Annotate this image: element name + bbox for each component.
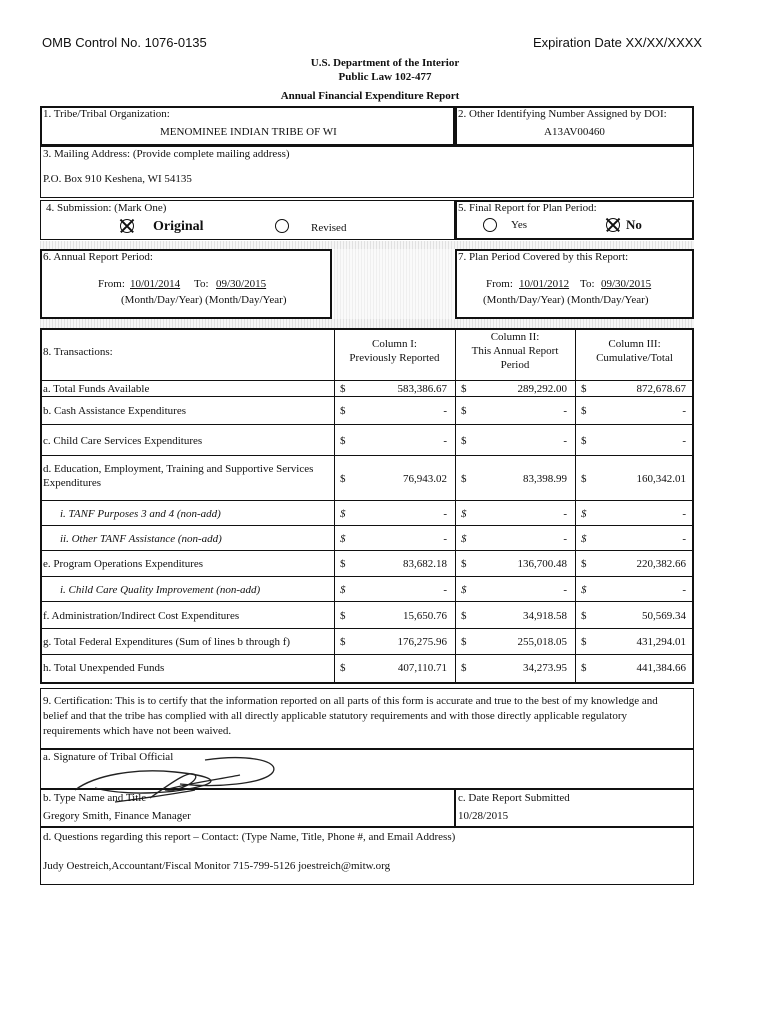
table-frame: [40, 328, 694, 684]
revised-label: Revised: [311, 222, 347, 234]
annual-period-from-label: From:: [98, 278, 125, 290]
column-1-header: Previously Reported: [349, 352, 440, 364]
currency-symbol: $: [340, 662, 346, 674]
currency-symbol: $: [461, 583, 467, 596]
contact-value[interactable]: Judy Oestreich,Accountant/Fiscal Monitor 715-799-5126 joestreich@mitw.org: [43, 860, 391, 872]
column-divider: [334, 328, 335, 684]
column-1-value[interactable]: 176,275.96: [397, 636, 447, 648]
column-2-value[interactable]: -: [563, 507, 567, 520]
currency-symbol: $: [581, 558, 587, 570]
currency-symbol: $: [581, 472, 587, 485]
row-divider: [40, 424, 694, 425]
plan-period-label: 7. Plan Period Covered by this Report:: [458, 251, 629, 263]
expiration-date: Expiration Date XX/XX/XXXX: [533, 35, 703, 50]
row-divider: [40, 550, 694, 551]
public-law: Public Law 102-477: [338, 71, 432, 83]
type-name-label: b. Type Name and Title: [43, 792, 147, 804]
column-3-value[interactable]: 431,294.01: [636, 636, 686, 648]
tribe-value[interactable]: MENOMINEE INDIAN TRIBE OF WI: [160, 126, 337, 138]
column-2-header: This Annual Report: [471, 345, 559, 357]
scan-noise-band: [334, 249, 454, 319]
omb-control-number: OMB Control No. 1076-0135: [42, 35, 207, 50]
annual-period-format: (Month/Day/Year) (Month/Day/Year): [121, 294, 287, 306]
submission-label: 4. Submission: (Mark One): [46, 202, 167, 214]
row-divider: [40, 654, 694, 655]
currency-symbol: $: [340, 472, 346, 485]
revised-radio[interactable]: [275, 219, 289, 233]
table-row-label: e. Program Operations Expenditures: [43, 558, 204, 570]
annual-period-to-label: To:: [194, 278, 209, 290]
certification-line-3: requirements which have not been waived.: [43, 725, 232, 737]
currency-symbol: $: [581, 405, 587, 417]
final-report-label: 5. Final Report for Plan Period:: [458, 202, 597, 214]
scan-noise-band: [40, 241, 694, 249]
no-label: No: [626, 217, 642, 232]
currency-symbol: $: [340, 434, 346, 447]
column-3-value[interactable]: -: [682, 532, 686, 545]
plan-period-to-date[interactable]: 09/30/2015: [601, 278, 652, 290]
plan-period-from-date[interactable]: 10/01/2012: [519, 278, 570, 290]
currency-symbol: $: [340, 507, 346, 520]
original-radio[interactable]: [120, 219, 134, 233]
doi-number-value[interactable]: A13AV00460: [544, 126, 605, 138]
scan-noise-band: [40, 319, 694, 328]
table-row-label: Expenditures: [43, 477, 102, 489]
original-label: Original: [153, 219, 204, 234]
row-divider: [40, 380, 694, 381]
type-name-value[interactable]: Gregory Smith, Finance Manager: [43, 810, 191, 822]
currency-symbol: $: [340, 636, 346, 648]
column-3-value[interactable]: -: [682, 583, 686, 596]
row-divider: [40, 628, 694, 629]
yes-label: Yes: [511, 219, 528, 231]
doi-number-label: 2. Other Identifying Number Assigned by DOI:: [458, 108, 667, 120]
column-3-value[interactable]: 441,384.66: [636, 662, 686, 674]
plan-period-from-label: From:: [486, 278, 513, 290]
column-1-value[interactable]: 76,943.02: [403, 472, 447, 485]
column-1-value[interactable]: -: [443, 507, 447, 520]
row-divider: [40, 396, 694, 397]
currency-symbol: $: [581, 662, 587, 674]
date-submitted-label: c. Date Report Submitted: [458, 792, 570, 804]
row-divider: [40, 601, 694, 602]
table-row-label: g. Total Federal Expenditures (Sum of lines b through f): [43, 636, 291, 648]
report-title: Annual Financial Expenditure Report: [280, 90, 460, 102]
certification-line-1: 9. Certification: This is to certify that the information reported on all parts of this form is accurate and true to the best of my knowledge and: [43, 695, 658, 707]
table-row-label: b. Cash Assistance Expenditures: [43, 405, 186, 417]
currency-symbol: $: [581, 609, 587, 622]
plan-period-to-label: To:: [580, 278, 595, 290]
column-1-value[interactable]: -: [443, 405, 447, 417]
column-3-header: Column III:: [608, 338, 661, 350]
transactions-header: 8. Transactions:: [43, 346, 113, 358]
currency-symbol: $: [461, 434, 467, 447]
currency-symbol: $: [581, 383, 587, 395]
column-3-value[interactable]: 872,678.67: [636, 383, 686, 395]
row-divider: [40, 500, 694, 501]
column-1-value[interactable]: -: [443, 532, 447, 545]
column-3-header: Cumulative/Total: [596, 352, 673, 364]
currency-symbol: $: [581, 532, 587, 545]
currency-symbol: $: [340, 609, 346, 622]
row-divider: [40, 455, 694, 456]
currency-symbol: $: [340, 558, 346, 570]
currency-symbol: $: [581, 583, 587, 596]
column-2-value[interactable]: 136,700.48: [517, 558, 567, 570]
column-2-value[interactable]: -: [563, 583, 567, 596]
currency-symbol: $: [461, 636, 467, 648]
currency-symbol: $: [461, 383, 467, 395]
table-row-label: i. Child Care Quality Improvement (non-add): [60, 583, 261, 596]
column-3-value[interactable]: -: [682, 507, 686, 520]
currency-symbol: $: [581, 636, 587, 648]
currency-symbol: $: [461, 532, 467, 545]
column-2-value[interactable]: -: [563, 405, 567, 417]
annual-period-to-date[interactable]: 09/30/2015: [216, 278, 267, 290]
column-2-value[interactable]: 34,918.58: [523, 609, 567, 622]
column-3-value[interactable]: -: [682, 434, 686, 447]
table-row-label: a. Total Funds Available: [43, 383, 150, 395]
column-1-value[interactable]: -: [443, 434, 447, 447]
column-2-header: Column II:: [490, 331, 540, 343]
column-2-value[interactable]: -: [563, 434, 567, 447]
table-row-label: d. Education, Employment, Training and Supportive Services: [43, 463, 314, 475]
column-3-value[interactable]: 160,342.01: [636, 472, 686, 485]
column-2-value[interactable]: -: [563, 532, 567, 545]
table-row-label: f. Administration/Indirect Cost Expenditures: [43, 609, 240, 622]
currency-symbol: $: [340, 532, 346, 545]
plan-period-format: (Month/Day/Year) (Month/Day/Year): [483, 294, 649, 306]
column-1-value[interactable]: -: [443, 583, 447, 596]
table-row-label: h. Total Unexpended Funds: [43, 662, 165, 674]
column-divider: [575, 328, 576, 684]
column-1-value[interactable]: 15,650.76: [403, 609, 447, 622]
row-divider: [40, 576, 694, 577]
column-2-value[interactable]: 289,292.00: [517, 383, 567, 395]
table-row-label: i. TANF Purposes 3 and 4 (non-add): [60, 507, 221, 520]
column-3-value[interactable]: 220,382.66: [636, 558, 686, 570]
no-radio[interactable]: [606, 218, 620, 232]
table-row-label: c. Child Care Services Expenditures: [43, 434, 203, 447]
currency-symbol: $: [340, 383, 346, 395]
currency-symbol: $: [340, 405, 346, 417]
currency-symbol: $: [340, 583, 346, 596]
currency-symbol: $: [461, 609, 467, 622]
certification-line-2: belief and that the tribe has complied with all directly applicable statutory requirements and with those directly applicable regulatory: [43, 710, 628, 722]
column-1-value[interactable]: 83,682.18: [403, 558, 447, 570]
column-1-value[interactable]: 583,386.67: [397, 383, 447, 395]
column-2-value[interactable]: 255,018.05: [517, 636, 567, 648]
currency-symbol: $: [461, 507, 467, 520]
yes-radio[interactable]: [483, 218, 497, 232]
table-row-label: ii. Other TANF Assistance (non-add): [60, 532, 222, 545]
currency-symbol: $: [461, 558, 467, 570]
column-2-value[interactable]: 34,273.95: [523, 662, 567, 674]
tribe-label: 1. Tribe/Tribal Organization:: [43, 108, 170, 120]
currency-symbol: $: [461, 405, 467, 417]
column-3-value[interactable]: 50,569.34: [642, 609, 686, 622]
column-divider: [455, 328, 456, 684]
mailing-address-label: 3. Mailing Address: (Provide complete mailing address): [43, 148, 290, 160]
currency-symbol: $: [581, 507, 587, 520]
annual-period-from-date[interactable]: 10/01/2014: [130, 278, 181, 290]
currency-symbol: $: [461, 472, 467, 485]
currency-symbol: $: [581, 434, 587, 447]
column-1-value[interactable]: 407,110.71: [397, 662, 447, 674]
department-name: U.S. Department of the Interior: [310, 57, 460, 69]
signature-label: a. Signature of Tribal Official: [43, 751, 174, 763]
column-3-value[interactable]: -: [682, 405, 686, 417]
column-2-value[interactable]: 83,398.99: [523, 472, 567, 485]
contact-label: d. Questions regarding this report – Contact: (Type Name, Title, Phone #, and Email Address): [43, 831, 456, 843]
date-submitted-value[interactable]: 10/28/2015: [458, 810, 509, 822]
mailing-address-value[interactable]: P.O. Box 910 Keshena, WI 54135: [43, 173, 192, 185]
currency-symbol: $: [461, 662, 467, 674]
column-1-header: Column I:: [372, 338, 417, 350]
annual-period-label: 6. Annual Report Period:: [43, 251, 153, 263]
row-divider: [40, 525, 694, 526]
column-2-header: Period: [500, 359, 530, 371]
